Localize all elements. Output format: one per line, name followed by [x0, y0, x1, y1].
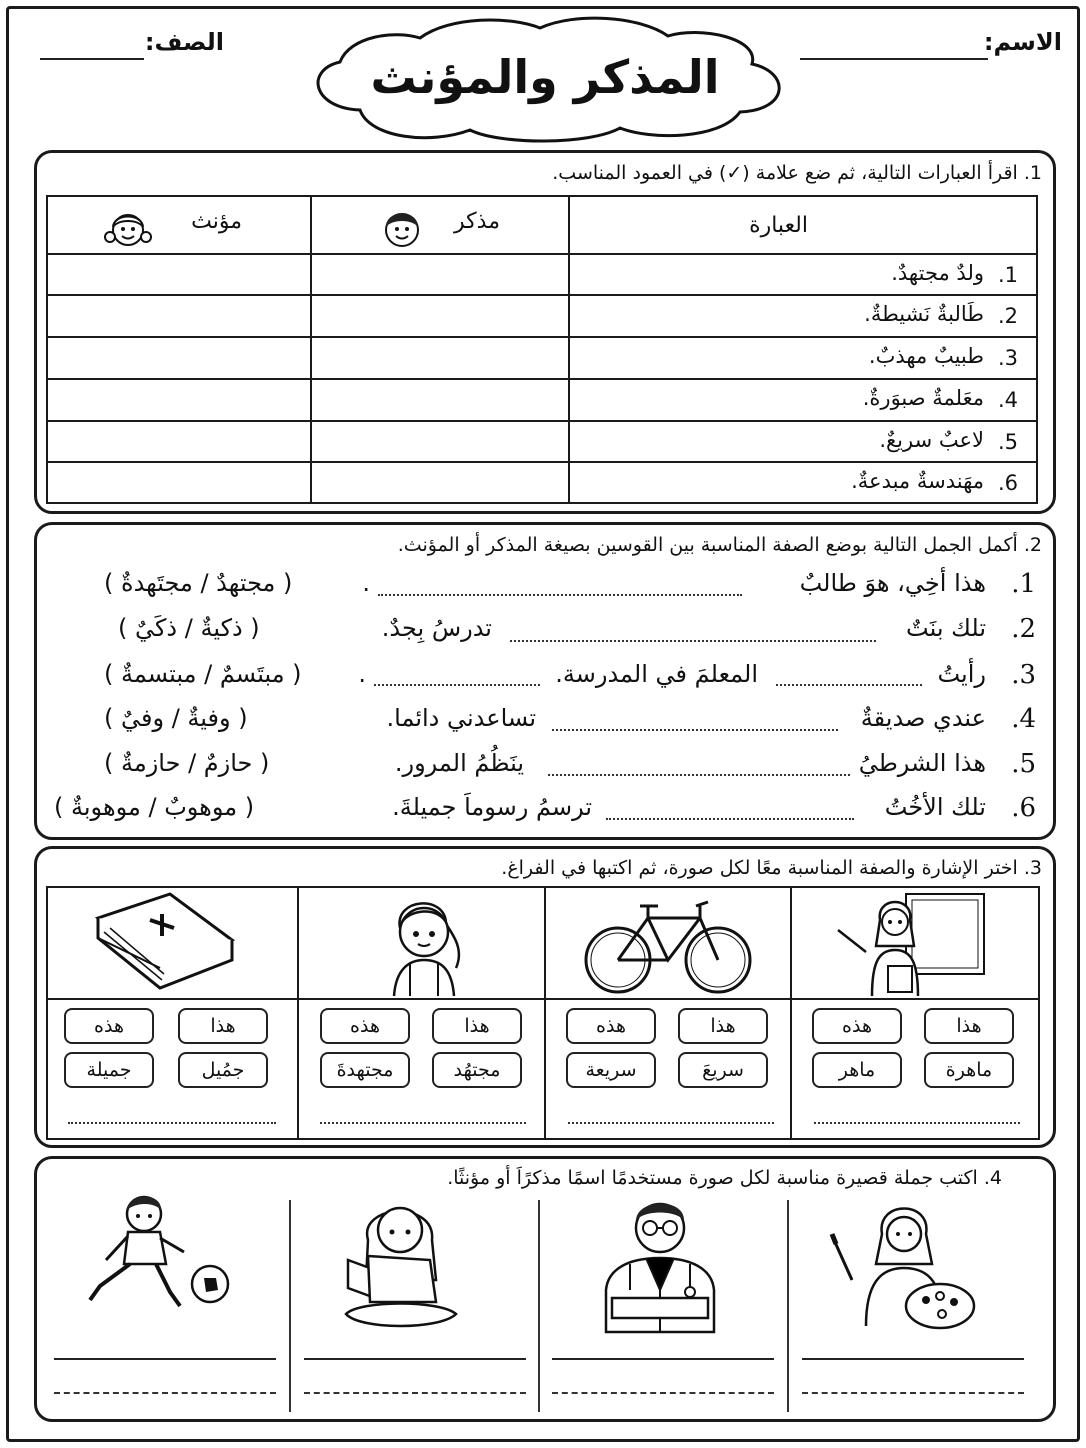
- option-pill[interactable]: هذا: [432, 1008, 522, 1044]
- sentence-line[interactable]: [552, 1358, 774, 1360]
- row-number: 3.: [997, 346, 1018, 370]
- sentence-guide-line[interactable]: [304, 1392, 526, 1394]
- sentence-end: تساعدني دائما.: [386, 704, 536, 732]
- boy-face-icon: [378, 203, 426, 251]
- options-bracket: ( موهوبٌ / موهوبةٌ ): [54, 793, 255, 821]
- feminine-header: [47, 196, 311, 254]
- sentence-end: ينَظُمُ المرور.: [394, 749, 524, 777]
- masculine-check-cell[interactable]: [311, 254, 569, 295]
- name-label: الاسم:: [983, 28, 1062, 56]
- section-1-instruction: 1. اقرأ العبارات التالية، ثم ضع علامة (✓) في العمود المناسب.: [552, 162, 1042, 184]
- sentence-guide-line[interactable]: [802, 1392, 1024, 1394]
- sentence-end: ترسمُ رسوماَ جميلةَ.: [392, 793, 592, 821]
- option-pill[interactable]: مجتهدةَ: [320, 1052, 410, 1088]
- options-bracket: ( وفيةٌ / وفيٌ ): [104, 704, 248, 732]
- sentence-start: تلك الأخُتُ: [884, 793, 986, 821]
- sentence-start: عندي صديقةٌ: [860, 704, 986, 732]
- item-number: 5.: [1011, 749, 1036, 779]
- phrase-header: [569, 196, 1037, 254]
- option-pill[interactable]: ماهرة: [924, 1052, 1014, 1088]
- feminine-check-cell[interactable]: [47, 379, 311, 421]
- table-row: [47, 295, 1037, 337]
- answer-blank[interactable]: [552, 729, 838, 731]
- phrase-header-label: العبارة: [749, 213, 808, 238]
- table-row: [47, 462, 1037, 503]
- masculine-check-cell[interactable]: [311, 379, 569, 421]
- option-pill[interactable]: هذه: [566, 1008, 656, 1044]
- options-bracket: ( مبتَسمٌ / مبتسمةٌ ): [104, 660, 302, 688]
- row-number: 2.: [997, 304, 1018, 328]
- row-phrase: طبيبٌ مهذبٌ.: [868, 344, 984, 368]
- row-phrase: ولدٌ مجتهدٌ.: [891, 261, 984, 285]
- page-title: المذكر والمؤنث: [370, 50, 720, 104]
- option-pill[interactable]: جميلة: [64, 1052, 154, 1088]
- reading-girl-icon: [340, 1190, 460, 1332]
- table-row: [47, 379, 1037, 421]
- options-bracket: ( حازمٌ / حازمةٌ ): [104, 749, 270, 777]
- soccer-boy-icon: [80, 1188, 236, 1316]
- row-phrase: لاعبٌ سريعٌ.: [879, 428, 984, 452]
- section-3-instruction: 3. اختر الإشارة والصفة المناسبة معًا لكل صورة، ثم اكتبها في الفراغ.: [501, 857, 1042, 879]
- grid-divider: [297, 886, 299, 1138]
- table-header-row: [47, 196, 1037, 254]
- phrase-cell: [569, 421, 1037, 462]
- sentence-end: .: [358, 660, 366, 688]
- answer-blank[interactable]: [606, 818, 854, 820]
- girl-face-icon: [104, 203, 152, 251]
- answer-blank[interactable]: [320, 1122, 526, 1124]
- masculine-header: [311, 196, 569, 254]
- masculine-check-cell[interactable]: [311, 462, 569, 503]
- phrase-cell: [569, 379, 1037, 421]
- section-2-instruction: 2. أكمل الجمل التالية بوضع الصفة المناسبة بين القوسين بصيغة المذكر أو المؤنث.: [397, 534, 1042, 556]
- masculine-header-label: مذكر: [454, 209, 500, 234]
- item-number: 4.: [1011, 704, 1036, 734]
- sentence-line[interactable]: [304, 1358, 526, 1360]
- option-pill[interactable]: هذه: [812, 1008, 902, 1044]
- book-icon: [90, 888, 240, 996]
- sentence-start: هذا الشرطيُ: [858, 749, 986, 777]
- option-pill[interactable]: هذا: [178, 1008, 268, 1044]
- row-number: 1.: [997, 263, 1018, 287]
- section-4-instruction: 4. اكتب جملة قصيرة مناسبة لكل صورة مستخدمًا اسمًا مذكرًاَ أو مؤنثًا.: [447, 1167, 1002, 1189]
- item-number: 3.: [1011, 660, 1036, 690]
- sentence-guide-line[interactable]: [552, 1392, 774, 1394]
- sentence-line[interactable]: [802, 1358, 1024, 1360]
- option-pill[interactable]: سريعَ: [678, 1052, 768, 1088]
- option-pill[interactable]: هذه: [320, 1008, 410, 1044]
- column-divider: [787, 1200, 789, 1412]
- row-phrase: مهَندسةٌ مبدعةٌ.: [851, 469, 984, 493]
- bicycle-icon: [584, 896, 752, 996]
- sentence-end: .: [362, 569, 370, 597]
- doctor-icon: [600, 1194, 720, 1334]
- row-phrase: معَلمةٌ صبوَرةٌ.: [862, 386, 984, 410]
- feminine-check-cell[interactable]: [47, 421, 311, 462]
- table-row: [47, 254, 1037, 295]
- classification-table: [46, 195, 1038, 504]
- sentence-end: تدرسُ بِجدٌ.: [381, 614, 492, 642]
- option-pill[interactable]: جمُيل: [178, 1052, 268, 1088]
- feminine-check-cell[interactable]: [47, 462, 311, 503]
- masculine-check-cell[interactable]: [311, 337, 569, 379]
- answer-blank[interactable]: [814, 1122, 1020, 1124]
- sentence-line[interactable]: [54, 1358, 276, 1360]
- row-number: 5.: [997, 430, 1018, 454]
- grid-divider: [544, 886, 546, 1138]
- row-number: 4.: [997, 388, 1018, 412]
- option-pill[interactable]: هذه: [64, 1008, 154, 1044]
- feminine-header-label: مؤنث: [191, 209, 242, 234]
- row-phrase: طَالبةٌ نَشيطةٌ.: [864, 302, 984, 326]
- option-pill[interactable]: مجتهُد: [432, 1052, 522, 1088]
- table-row: [47, 421, 1037, 462]
- painter-girl-icon: [830, 1194, 990, 1334]
- girl-icon: [380, 888, 470, 998]
- phrase-cell: [569, 295, 1037, 337]
- option-pill[interactable]: هذا: [678, 1008, 768, 1044]
- option-pill[interactable]: ماهر: [812, 1052, 902, 1088]
- column-divider: [289, 1200, 291, 1412]
- feminine-check-cell[interactable]: [47, 295, 311, 337]
- answer-blank[interactable]: [68, 1122, 276, 1124]
- item-number: 2.: [1011, 614, 1036, 644]
- grid-divider: [790, 886, 792, 1138]
- feminine-check-cell[interactable]: [47, 337, 311, 379]
- answer-blank[interactable]: [510, 640, 876, 642]
- options-bracket: ( مجتهدٌ / مجتَهدةٌ ): [104, 569, 293, 597]
- masculine-check-cell[interactable]: [311, 295, 569, 337]
- answer-blank[interactable]: [548, 774, 850, 776]
- column-divider: [538, 1200, 540, 1412]
- sentence-guide-line[interactable]: [54, 1392, 276, 1394]
- sentence-start: رأيتُ: [937, 660, 986, 688]
- phrase-cell: [569, 462, 1037, 503]
- teacher-icon: [836, 890, 988, 998]
- option-pill[interactable]: هذا: [924, 1008, 1014, 1044]
- class-label: الصف:: [144, 28, 224, 56]
- item-number: 6.: [1011, 793, 1036, 823]
- option-pill[interactable]: سريعة: [566, 1052, 656, 1088]
- table-row: [47, 337, 1037, 379]
- sentence-middle: المعلمَ في المدرسة.: [555, 660, 758, 688]
- row-number: 6.: [997, 471, 1018, 495]
- feminine-check-cell[interactable]: [47, 254, 311, 295]
- item-number: 1.: [1011, 569, 1036, 599]
- sentence-start: هذا أخِي، هوَ طالبٌ: [799, 569, 986, 597]
- phrase-cell: [569, 337, 1037, 379]
- answer-blank[interactable]: [568, 1122, 774, 1124]
- answer-blank[interactable]: [378, 594, 742, 596]
- phrase-cell: [569, 254, 1037, 295]
- sentence-start: تلك بنَتٌ: [906, 614, 986, 642]
- answer-blank[interactable]: [776, 684, 922, 686]
- answer-blank[interactable]: [374, 684, 540, 686]
- grid-divider: [46, 998, 1038, 1000]
- masculine-check-cell[interactable]: [311, 421, 569, 462]
- options-bracket: ( ذكيةٌ / ذكَيٌ ): [118, 614, 260, 642]
